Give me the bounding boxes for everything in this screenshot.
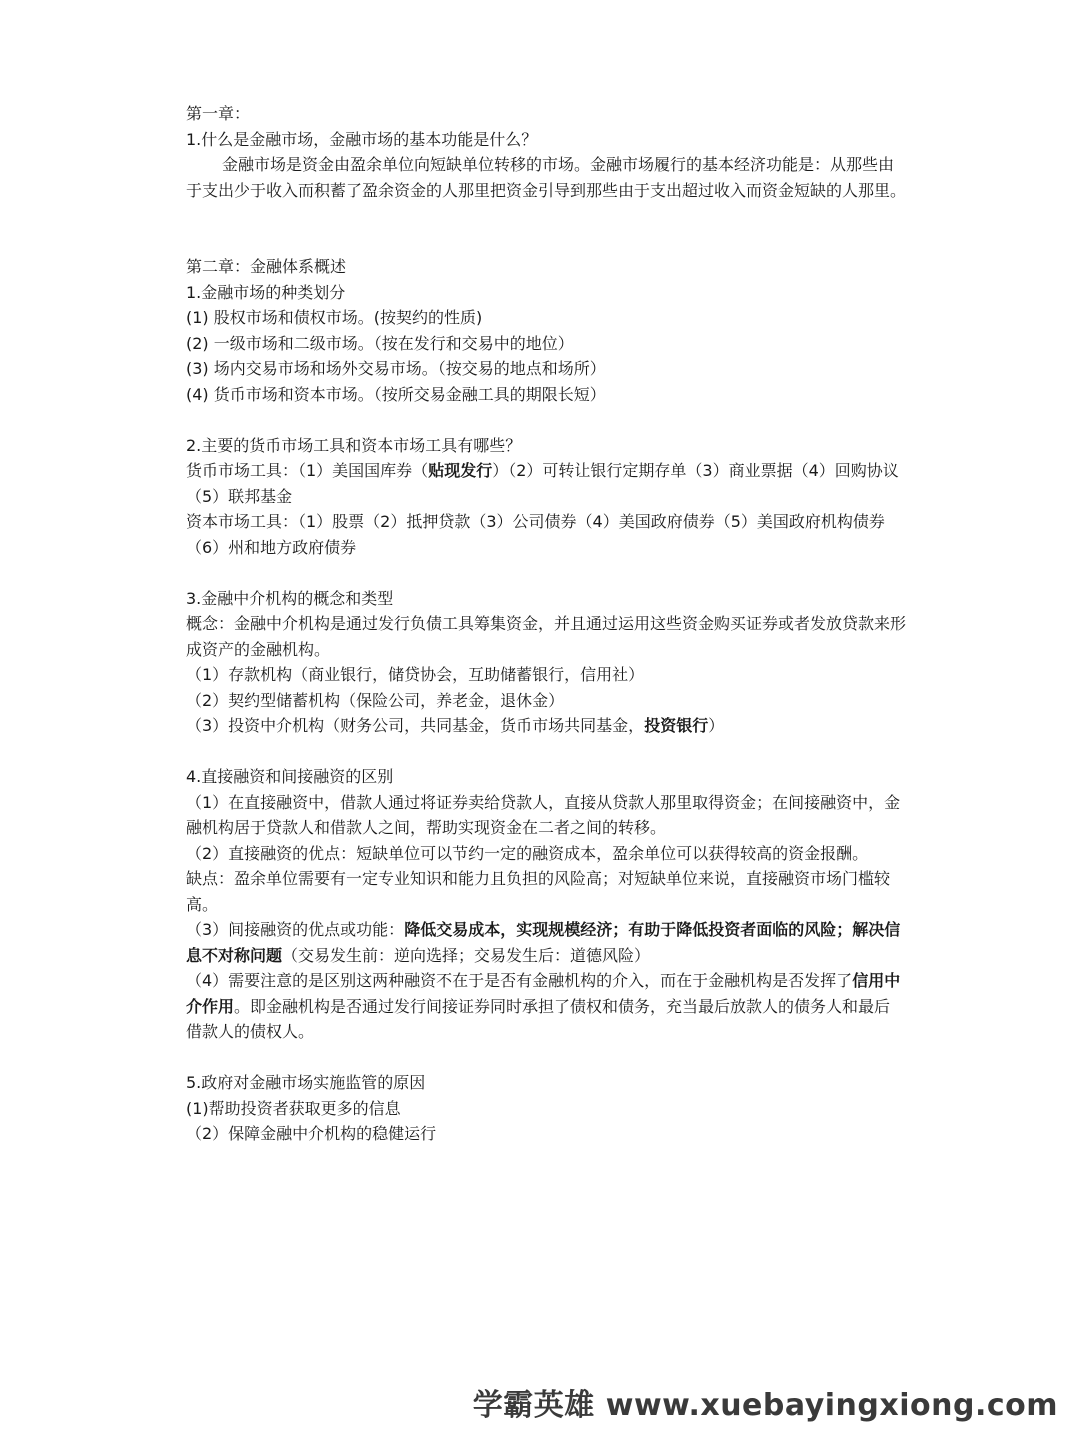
s1-item: (1) 股权市场和债权市场。(按契约的性质): [186, 308, 483, 327]
s4-paragraph: （4）需要注意的是区别这两种融资不在于是否有金融机构的介入，而在于金融机构是否发挥了信用中介作用。即金融机构是否通过发行间接证券同时承担了债权和债务，充当最后放款人的债务人和最后借款人的债权人。: [186, 971, 901, 1041]
s3-type: （3）投资中介机构（财务公司，共同基金，货币市场共同基金，投资银行）: [186, 716, 725, 735]
s4-paragraph: （3）间接融资的优点或功能：降低交易成本，实现规模经济；有助于降低投资者面临的风险；解决信息不对称问题（交易发生前：逆向选择；交易发生后：道德风险）: [186, 920, 901, 965]
capital-market-tools: 资本市场工具：（1）股票（2）抵押贷款（3）公司债券（4）美国政府债券（5）美国政府机构债券（6）州和地方政府债券: [186, 512, 885, 557]
s3-type: （1）存款机构（商业银行，储贷协会，互助储蓄银行，信用社）: [186, 665, 645, 684]
s3-type: （2）契约型储蓄机构（保险公司，养老金，退休金）: [186, 690, 565, 710]
site-watermark: 学霸英雄 www.xuebayingxiong.com: [472, 1388, 1058, 1423]
s5-heading: 5.政府对金融市场实施监管的原因: [186, 1073, 426, 1092]
s4-paragraph: 缺点：盈余单位需要有一定专业知识和能力且负担的风险高；对短缺单位来说，直接融资市场门槛较高。: [186, 869, 891, 914]
ch1-question: 1.什么是金融市场，金融市场的基本功能是什么？: [186, 129, 538, 149]
s1-item: (2) 一级市场和二级市场。（按在发行和交易中的地位）: [186, 333, 574, 353]
s4-paragraph: （2）直接融资的优点：短缺单位可以节约一定的融资成本，盈余单位可以获得较高的资金报酬。: [186, 843, 869, 863]
chapter1-title: 第一章：: [186, 104, 251, 123]
s3-heading: 3.金融中介机构的概念和类型: [186, 588, 394, 608]
ch1-answer: 金融市场是资金由盈余单位向短缺单位转移的市场。金融市场履行的基本经济功能是：从那些由于支出少于收入而积蓄了盈余资金的人那里把资金引导到那些由于支出超过收入而资金短缺的人那里。: [186, 155, 907, 200]
s4-paragraph: （1）在直接融资中，借款人通过将证券卖给贷款人，直接从贷款人那里取得资金；在间接融资中，金融机构居于贷款人和借款人之间，帮助实现资金在二者之间的转移。: [186, 792, 901, 837]
s2-heading: 2.主要的货币市场工具和资本市场工具有哪些？: [186, 435, 522, 455]
s1-heading: 1.金融市场的种类划分: [186, 282, 346, 302]
money-market-tools: 货币市场工具：（1）美国国库券（贴现发行）（2）可转让银行定期存单（3）商业票据（4）回购协议（5）联邦基金: [186, 461, 899, 506]
chapter2-title: 第二章：金融体系概述: [186, 257, 347, 276]
s1-item: (3) 场内交易市场和场外交易市场。（按交易的地点和场所）: [186, 359, 606, 378]
document-body: [186, 101, 906, 1147]
s3-concept: 概念：金融中介机构是通过发行负债工具筹集资金，并且通过运用这些资金购买证券或者发放贷款来形成资产的金融机构。: [186, 614, 907, 659]
s4-heading: 4.直接融资和间接融资的区别: [186, 767, 394, 786]
s1-item: (4) 货币市场和资本市场。（按所交易金融工具的期限长短）: [186, 384, 606, 404]
s5-reason: （2）保障金融中介机构的稳健运行: [186, 1124, 437, 1143]
s5-reason: (1)帮助投资者获取更多的信息: [186, 1098, 401, 1118]
